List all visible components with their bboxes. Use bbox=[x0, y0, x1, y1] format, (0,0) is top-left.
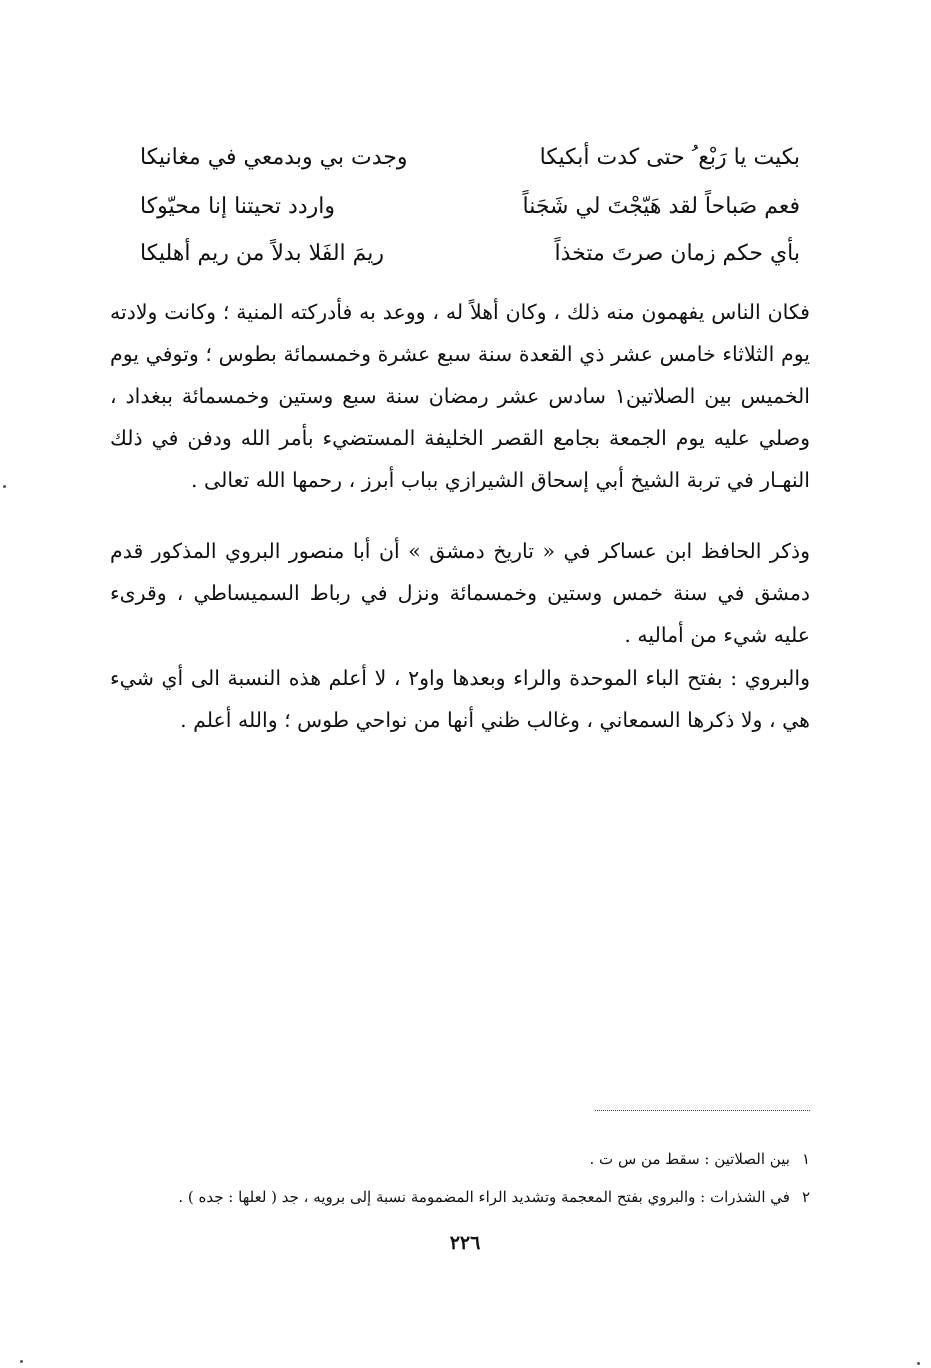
body-paragraph-2: وذكر الحافظ ابن عساكر في « تاريخ دمشق » أن أبا منصور البروي المذكور قدم دمشق في سنة خمس وستين وخمسمائة ونزل في رباط السميساطي ، وقرىء عليه شيء من أماليه . bbox=[110, 539, 810, 647]
verse-first-hemistich: فعم صَباحاً لقد هَيّجْتَ لي شَجَناً bbox=[522, 194, 800, 219]
poem-verse-2 bbox=[140, 182, 800, 232]
body-paragraph-1: فكان الناس يفهمون منه ذلك ، وكان أهلاً له ، ووعد به فأدركته المنية ؛ وكانت ولادته يوم الثلاثاء خامس عشر ذي القعدة سنة سبع عشرة وخمسمائة بطوس ؛ وتوفي يوم الخميس بين الصلاتين١ سادس عشر رمضان سنة سبع وستين وخمسمائة ببغداد ، وصلي عليه يوم الجمعة بجامع القصر الخليفة المستضيء بأمر الله ودفن في ذلك النهـار في تربة الشيخ أبي إسحاق الشيرازي بباب أبرز ، رحمها الله تعالى . bbox=[110, 300, 810, 492]
footnote-separator bbox=[595, 1110, 810, 1111]
footnote-1 bbox=[110, 1142, 810, 1176]
verse-second-hemistich: وجدت بي وبدمعي في مغانيكا bbox=[140, 145, 408, 170]
verse-second-hemistich: ريمَ الفَلا بدلاً من ريم أهليكا bbox=[140, 241, 385, 266]
footnote-number: ٢ bbox=[801, 1188, 810, 1206]
footnote-text: في الشذرات : والبروي بفتح المعجمة وتشديد الراء المضمومة نسبة إلى برويه ، جد ( لعلها : جده ) . bbox=[178, 1188, 790, 1206]
poem-verse-1 bbox=[140, 133, 800, 183]
verse-second-hemistich: واردد تحيتنا إنا محيّوكا bbox=[140, 194, 335, 219]
page-number: ٢٢٦ bbox=[449, 1232, 481, 1254]
footnote-text: بين الصلاتين : سقط من س ت . bbox=[589, 1150, 790, 1168]
footnote-number: ١ bbox=[801, 1150, 810, 1168]
body-paragraph-3: والبروي : بفتح الباء الموحدة والراء وبعدها واو٢ ، لا أعلم هذه النسبة الى أي شيء هي ، ولا ذكرها السمعاني ، وغالب ظني أنها من نواحي طوس ؛ والله أعلم . bbox=[110, 666, 810, 732]
footnote-2 bbox=[110, 1180, 810, 1214]
scan-speck bbox=[917, 1362, 920, 1365]
scan-speck bbox=[20, 1360, 23, 1363]
verse-first-hemistich: بأي حكم زمان صرتَ متخذاً bbox=[554, 241, 800, 266]
verse-first-hemistich: بكيت يا رَبْع ُ حتى كدت أبكيكا bbox=[539, 145, 800, 170]
poem-verse-3 bbox=[140, 229, 800, 279]
scan-speck bbox=[3, 485, 6, 488]
